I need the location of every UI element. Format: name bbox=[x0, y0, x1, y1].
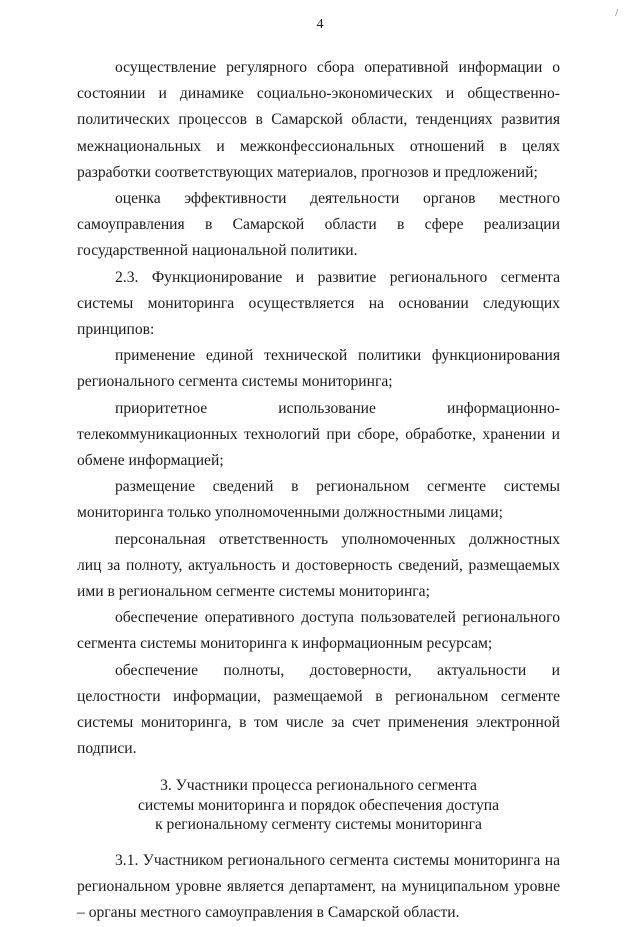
list-item-efficiency-assessment: оценка эффективности деятельности органов местного самоуправления в Самарской области в сфере реализации государственной национальной политики. bbox=[77, 190, 560, 260]
corner-scan-mark: / bbox=[615, 8, 618, 19]
clause-2-3: 2.3. Функционирование и развитие регионального сегмента системы мониторинга осуществляется на основании следующих принципов: bbox=[77, 268, 560, 339]
principle-ict-usage: приоритетное использование информационно-телекоммуникационных технологий при сборе, обработке, хранении и обмене информацией; bbox=[77, 399, 560, 470]
clause-3-1: 3.1. Участником регионального сегмента системы мониторинга на региональном уровне является департамент, на муниципальном уровне – органы местного самоуправления в Самарской области. bbox=[77, 851, 560, 922]
principle-unified-policy: применение единой технической политики функционирования регионального сегмента системы мониторинга; bbox=[77, 347, 560, 391]
principle-operational-access: обеспечение оперативного доступа пользователей регионального сегмента системы мониторинга к информационным ресурсам; bbox=[77, 609, 560, 653]
section-3-heading bbox=[77, 776, 560, 835]
section-3-heading-line-1: 3. Участники процесса регионального сегмента bbox=[160, 777, 477, 795]
list-item-monitoring-collection: осуществление регулярного сбора оперативной информации о состоянии и динамике социально-экономических и общественно-политических процессов в Самарской области, тенденциях развития межнациональных и межконфессиональных отношений в целях разработки соответствующих материалов, прогнозов и предложений; bbox=[77, 59, 560, 181]
section-3-heading-line-3: к региональному сегменту системы мониторинга bbox=[155, 816, 482, 834]
document-body bbox=[77, 55, 560, 927]
principle-data-integrity: обеспечение полноты, достоверности, актуальности и целостности информации, размещаемой в региональном сегменте системы мониторинга, в том числе за счет применения электронной подписи. bbox=[77, 661, 560, 758]
page-number: 4 bbox=[316, 17, 324, 32]
section-3-heading-line-2: системы мониторинга и порядок обеспечения доступа bbox=[137, 796, 500, 814]
principle-authorized-posting: размещение сведений в региональном сегменте системы мониторинга только уполномоченными должностными лицами; bbox=[77, 478, 560, 522]
principle-personal-responsibility: персональная ответственность уполномоченных должностных лиц за полноту, актуальность и достоверность сведений, размещаемых ими в региональном сегменте системы мониторинга; bbox=[77, 530, 560, 601]
